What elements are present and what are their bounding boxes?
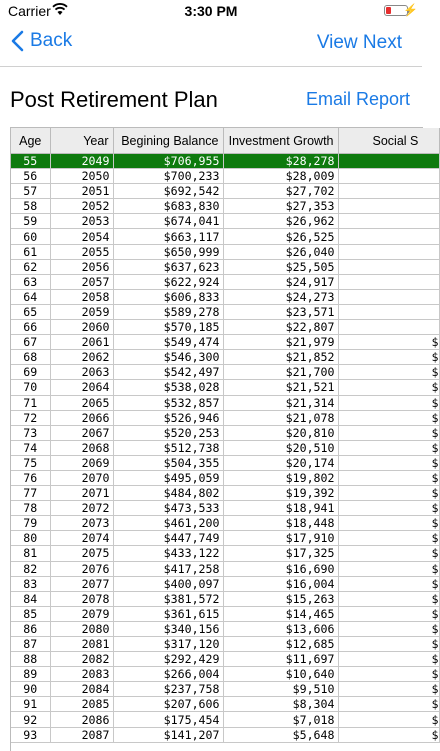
cell-year: 2065 <box>50 395 113 410</box>
cell-age: 90 <box>11 682 50 697</box>
cell-age: 93 <box>11 727 50 742</box>
cell-year: 2051 <box>50 184 113 199</box>
cell-investment-growth: $21,700 <box>223 365 338 380</box>
table-row[interactable] <box>11 380 439 395</box>
cell-investment-growth: $19,802 <box>223 470 338 485</box>
cell-age: 92 <box>11 712 50 727</box>
cell-beginning-balance: $447,749 <box>113 531 223 546</box>
cell-social-security: $ <box>338 516 439 531</box>
cell-beginning-balance: $692,542 <box>113 184 223 199</box>
chevron-left-icon <box>10 30 24 52</box>
cell-investment-growth: $21,314 <box>223 395 338 410</box>
cell-age: 62 <box>11 259 50 274</box>
cell-beginning-balance: $175,454 <box>113 712 223 727</box>
cell-year: 2078 <box>50 591 113 606</box>
cell-investment-growth: $8,304 <box>223 697 338 712</box>
cell-year: 2059 <box>50 304 113 319</box>
cell-beginning-balance: $237,758 <box>113 682 223 697</box>
cell-social-security: $ <box>338 621 439 636</box>
cell-year: 2069 <box>50 455 113 470</box>
table-row[interactable] <box>11 621 439 636</box>
table-row[interactable] <box>11 486 439 501</box>
cell-beginning-balance: $622,924 <box>113 274 223 289</box>
back-label: Back <box>30 30 73 51</box>
cell-age: 84 <box>11 591 50 606</box>
cell-year: 2087 <box>50 727 113 742</box>
cell-beginning-balance: $546,300 <box>113 350 223 365</box>
cell-social-security: $ <box>338 501 439 516</box>
cell-year: 2062 <box>50 350 113 365</box>
cell-social-security: $ <box>338 455 439 470</box>
cell-age: 59 <box>11 214 50 229</box>
cell-beginning-balance: $433,122 <box>113 546 223 561</box>
cell-investment-growth: $27,353 <box>223 199 338 214</box>
cell-investment-growth: $26,962 <box>223 214 338 229</box>
table-row[interactable] <box>11 304 439 319</box>
table-row[interactable] <box>11 682 439 697</box>
cell-age: 64 <box>11 289 50 304</box>
cell-social-security: $ <box>338 682 439 697</box>
cell-age: 63 <box>11 274 50 289</box>
cell-social-security <box>338 154 439 169</box>
column-header-beginning-balance: Begining Balance <box>113 128 223 154</box>
retirement-table[interactable] <box>10 127 439 751</box>
cell-age: 79 <box>11 516 50 531</box>
table-row[interactable] <box>11 169 439 184</box>
cell-beginning-balance: $683,830 <box>113 199 223 214</box>
cell-year: 2056 <box>50 259 113 274</box>
cell-age: 73 <box>11 425 50 440</box>
cell-investment-growth: $18,448 <box>223 516 338 531</box>
cell-age: 83 <box>11 576 50 591</box>
cell-year: 2079 <box>50 606 113 621</box>
cell-year: 2073 <box>50 516 113 531</box>
cell-beginning-balance: $526,946 <box>113 410 223 425</box>
table-row[interactable] <box>11 697 439 712</box>
cell-social-security: $ <box>338 531 439 546</box>
cell-investment-growth: $9,510 <box>223 682 338 697</box>
cell-beginning-balance: $589,278 <box>113 304 223 319</box>
cell-social-security: $ <box>338 486 439 501</box>
cell-investment-growth: $20,810 <box>223 425 338 440</box>
cell-age: 57 <box>11 184 50 199</box>
cell-investment-growth: $21,852 <box>223 350 338 365</box>
cell-social-security <box>338 289 439 304</box>
cell-social-security <box>338 229 439 244</box>
table-row[interactable] <box>11 652 439 667</box>
table-row[interactable] <box>11 561 439 576</box>
table-row[interactable] <box>11 199 439 214</box>
table-row[interactable] <box>11 289 439 304</box>
cell-investment-growth: $5,648 <box>223 727 338 742</box>
table-row[interactable] <box>11 154 439 169</box>
cell-beginning-balance: $606,833 <box>113 289 223 304</box>
cell-social-security: $ <box>338 727 439 742</box>
cell-investment-growth: $28,009 <box>223 169 338 184</box>
cell-age: 58 <box>11 199 50 214</box>
cell-year: 2082 <box>50 652 113 667</box>
cell-beginning-balance: $663,117 <box>113 229 223 244</box>
cell-social-security <box>338 199 439 214</box>
table-row[interactable] <box>11 425 439 440</box>
table-row[interactable] <box>11 455 439 470</box>
cell-age: 85 <box>11 606 50 621</box>
cell-social-security: $ <box>338 652 439 667</box>
cell-social-security: $ <box>338 425 439 440</box>
cell-age: 77 <box>11 486 50 501</box>
cell-social-security: $ <box>338 637 439 652</box>
table-row[interactable] <box>11 365 439 380</box>
carrier-label: Carrier <box>8 3 51 19</box>
cell-year: 2066 <box>50 410 113 425</box>
cell-age: 78 <box>11 501 50 516</box>
cell-social-security: $ <box>338 470 439 485</box>
table-row[interactable] <box>11 546 439 561</box>
table-row[interactable] <box>11 350 439 365</box>
cell-investment-growth: $16,690 <box>223 561 338 576</box>
cell-beginning-balance: $473,533 <box>113 501 223 516</box>
table-row[interactable] <box>11 727 439 742</box>
cell-age: 70 <box>11 380 50 395</box>
back-button[interactable] <box>10 30 72 52</box>
cell-social-security <box>338 320 439 335</box>
cell-investment-growth: $26,525 <box>223 229 338 244</box>
table-row[interactable] <box>11 410 439 425</box>
cell-investment-growth: $20,174 <box>223 455 338 470</box>
cell-year: 2077 <box>50 576 113 591</box>
page-title: Post Retirement Plan <box>10 87 218 112</box>
table-row[interactable] <box>11 184 439 199</box>
cell-beginning-balance: $520,253 <box>113 425 223 440</box>
cell-investment-growth: $7,018 <box>223 712 338 727</box>
cell-beginning-balance: $706,955 <box>113 154 223 169</box>
cell-year: 2070 <box>50 470 113 485</box>
cell-year: 2064 <box>50 380 113 395</box>
table-row[interactable] <box>11 320 439 335</box>
cell-year: 2074 <box>50 531 113 546</box>
cell-age: 69 <box>11 365 50 380</box>
cell-beginning-balance: $417,258 <box>113 561 223 576</box>
cell-investment-growth: $22,807 <box>223 320 338 335</box>
cell-beginning-balance: $637,623 <box>113 259 223 274</box>
cell-social-security <box>338 274 439 289</box>
cell-beginning-balance: $141,207 <box>113 727 223 742</box>
clock-time: 3:30 PM <box>184 3 238 19</box>
table-body <box>11 154 439 743</box>
table-row[interactable] <box>11 214 439 229</box>
cell-age: 61 <box>11 244 50 259</box>
cell-investment-growth: $17,910 <box>223 531 338 546</box>
cell-beginning-balance: $542,497 <box>113 365 223 380</box>
navigation-bar <box>0 22 422 67</box>
cell-social-security: $ <box>338 380 439 395</box>
cell-beginning-balance: $570,185 <box>113 320 223 335</box>
column-header-investment-growth: Investment Growth <box>223 128 338 154</box>
cell-investment-growth: $27,702 <box>223 184 338 199</box>
cell-investment-growth: $14,465 <box>223 606 338 621</box>
cell-investment-growth: $21,078 <box>223 410 338 425</box>
cell-social-security: $ <box>338 410 439 425</box>
table-row[interactable] <box>11 470 439 485</box>
column-header-age: Age <box>11 128 50 154</box>
cell-social-security: $ <box>338 350 439 365</box>
cell-age: 67 <box>11 335 50 350</box>
cell-year: 2054 <box>50 229 113 244</box>
cell-age: 56 <box>11 169 50 184</box>
cell-age: 82 <box>11 561 50 576</box>
cell-beginning-balance: $292,429 <box>113 652 223 667</box>
table-row[interactable] <box>11 244 439 259</box>
cell-investment-growth: $19,392 <box>223 486 338 501</box>
cell-investment-growth: $17,325 <box>223 546 338 561</box>
cell-beginning-balance: $674,041 <box>113 214 223 229</box>
cell-investment-growth: $16,004 <box>223 576 338 591</box>
cell-investment-growth: $20,510 <box>223 440 338 455</box>
cell-social-security: $ <box>338 667 439 682</box>
charging-bolt-icon: ⚡ <box>403 3 418 17</box>
cell-age: 74 <box>11 440 50 455</box>
cell-beginning-balance: $484,802 <box>113 486 223 501</box>
view-next-button[interactable]: View Next <box>316 32 402 53</box>
cell-beginning-balance: $495,059 <box>113 470 223 485</box>
cell-year: 2050 <box>50 169 113 184</box>
cell-beginning-balance: $549,474 <box>113 335 223 350</box>
cell-investment-growth: $10,640 <box>223 667 338 682</box>
cell-beginning-balance: $461,200 <box>113 516 223 531</box>
table-row[interactable] <box>11 606 439 621</box>
cell-year: 2076 <box>50 561 113 576</box>
cell-social-security: $ <box>338 546 439 561</box>
cell-age: 76 <box>11 470 50 485</box>
cell-social-security <box>338 259 439 274</box>
cell-beginning-balance: $700,233 <box>113 169 223 184</box>
cell-investment-growth: $26,040 <box>223 244 338 259</box>
cell-social-security <box>338 244 439 259</box>
cell-year: 2075 <box>50 546 113 561</box>
cell-investment-growth: $23,571 <box>223 304 338 319</box>
status-bar <box>0 0 422 22</box>
cell-age: 81 <box>11 546 50 561</box>
table-row[interactable] <box>11 591 439 606</box>
cell-age: 75 <box>11 455 50 470</box>
table-row[interactable] <box>11 516 439 531</box>
cell-year: 2055 <box>50 244 113 259</box>
cell-age: 66 <box>11 320 50 335</box>
cell-age: 60 <box>11 229 50 244</box>
email-report-button[interactable]: Email Report <box>305 89 410 109</box>
cell-investment-growth: $24,917 <box>223 274 338 289</box>
table-row[interactable] <box>11 667 439 682</box>
table-row[interactable] <box>11 531 439 546</box>
cell-social-security: $ <box>338 395 439 410</box>
table-row[interactable] <box>11 259 439 274</box>
table-row[interactable] <box>11 576 439 591</box>
column-header-social-security: Social S <box>338 128 439 154</box>
cell-year: 2063 <box>50 365 113 380</box>
cell-investment-growth: $21,979 <box>223 335 338 350</box>
cell-beginning-balance: $504,355 <box>113 455 223 470</box>
cell-beginning-balance: $532,857 <box>113 395 223 410</box>
cell-social-security <box>338 304 439 319</box>
cell-social-security: $ <box>338 712 439 727</box>
cell-year: 2081 <box>50 637 113 652</box>
cell-social-security: $ <box>338 606 439 621</box>
cell-year: 2072 <box>50 501 113 516</box>
cell-year: 2049 <box>50 154 113 169</box>
cell-year: 2053 <box>50 214 113 229</box>
cell-investment-growth: $12,685 <box>223 637 338 652</box>
table-row[interactable] <box>11 637 439 652</box>
cell-social-security: $ <box>338 561 439 576</box>
cell-beginning-balance: $207,606 <box>113 697 223 712</box>
cell-age: 71 <box>11 395 50 410</box>
cell-year: 2085 <box>50 697 113 712</box>
cell-investment-growth: $13,606 <box>223 621 338 636</box>
table-row[interactable] <box>11 229 439 244</box>
table-row[interactable] <box>11 501 439 516</box>
cell-social-security: $ <box>338 591 439 606</box>
cell-beginning-balance: $400,097 <box>113 576 223 591</box>
cell-year: 2061 <box>50 335 113 350</box>
cell-year: 2083 <box>50 667 113 682</box>
cell-age: 87 <box>11 637 50 652</box>
cell-beginning-balance: $381,572 <box>113 591 223 606</box>
cell-year: 2068 <box>50 440 113 455</box>
cell-beginning-balance: $340,156 <box>113 621 223 636</box>
cell-year: 2084 <box>50 682 113 697</box>
cell-beginning-balance: $512,738 <box>113 440 223 455</box>
cell-beginning-balance: $317,120 <box>113 637 223 652</box>
cell-investment-growth: $25,505 <box>223 259 338 274</box>
cell-age: 65 <box>11 304 50 319</box>
cell-social-security <box>338 184 439 199</box>
cell-age: 72 <box>11 410 50 425</box>
cell-investment-growth: $28,278 <box>223 154 338 169</box>
table-row[interactable] <box>11 335 439 350</box>
cell-beginning-balance: $361,615 <box>113 606 223 621</box>
cell-age: 68 <box>11 350 50 365</box>
cell-age: 86 <box>11 621 50 636</box>
cell-year: 2052 <box>50 199 113 214</box>
cell-beginning-balance: $650,999 <box>113 244 223 259</box>
cell-year: 2071 <box>50 486 113 501</box>
cell-social-security <box>338 214 439 229</box>
cell-social-security <box>338 169 439 184</box>
cell-social-security: $ <box>338 440 439 455</box>
cell-social-security: $ <box>338 697 439 712</box>
cell-year: 2058 <box>50 289 113 304</box>
cell-age: 55 <box>11 154 50 169</box>
table-row[interactable] <box>11 274 439 289</box>
table-row[interactable] <box>11 712 439 727</box>
cell-year: 2060 <box>50 320 113 335</box>
cell-investment-growth: $18,941 <box>223 501 338 516</box>
table-row[interactable] <box>11 395 439 410</box>
cell-year: 2086 <box>50 712 113 727</box>
cell-age: 91 <box>11 697 50 712</box>
table-header-row <box>11 128 439 154</box>
cell-investment-growth: $11,697 <box>223 652 338 667</box>
cell-age: 80 <box>11 531 50 546</box>
cell-beginning-balance: $266,004 <box>113 667 223 682</box>
cell-social-security: $ <box>338 576 439 591</box>
cell-age: 89 <box>11 667 50 682</box>
cell-social-security: $ <box>338 335 439 350</box>
cell-year: 2080 <box>50 621 113 636</box>
cell-year: 2057 <box>50 274 113 289</box>
cell-investment-growth: $24,273 <box>223 289 338 304</box>
cell-investment-growth: $21,521 <box>223 380 338 395</box>
cell-investment-growth: $15,263 <box>223 591 338 606</box>
cell-beginning-balance: $538,028 <box>113 380 223 395</box>
cell-social-security: $ <box>338 365 439 380</box>
column-header-year: Year <box>50 128 113 154</box>
cell-age: 88 <box>11 652 50 667</box>
cell-year: 2067 <box>50 425 113 440</box>
table-row[interactable] <box>11 440 439 455</box>
